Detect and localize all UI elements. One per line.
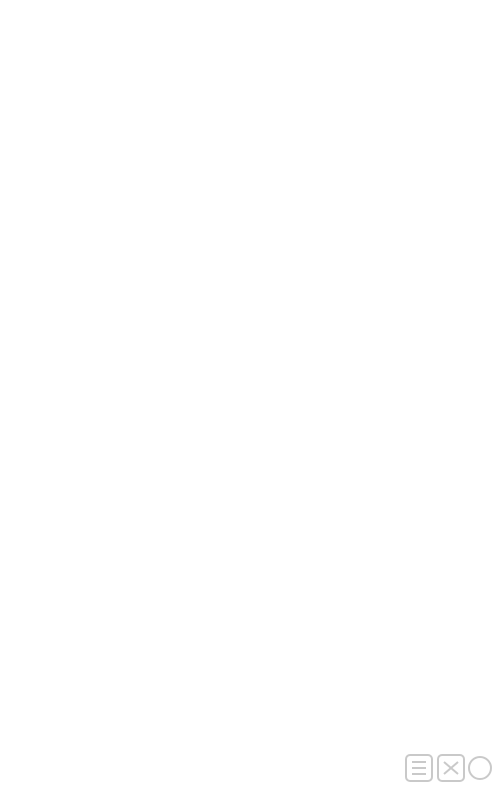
page-footer — [62, 778, 88, 792]
watermark-icon — [402, 752, 494, 786]
watermark-logo — [402, 752, 494, 796]
